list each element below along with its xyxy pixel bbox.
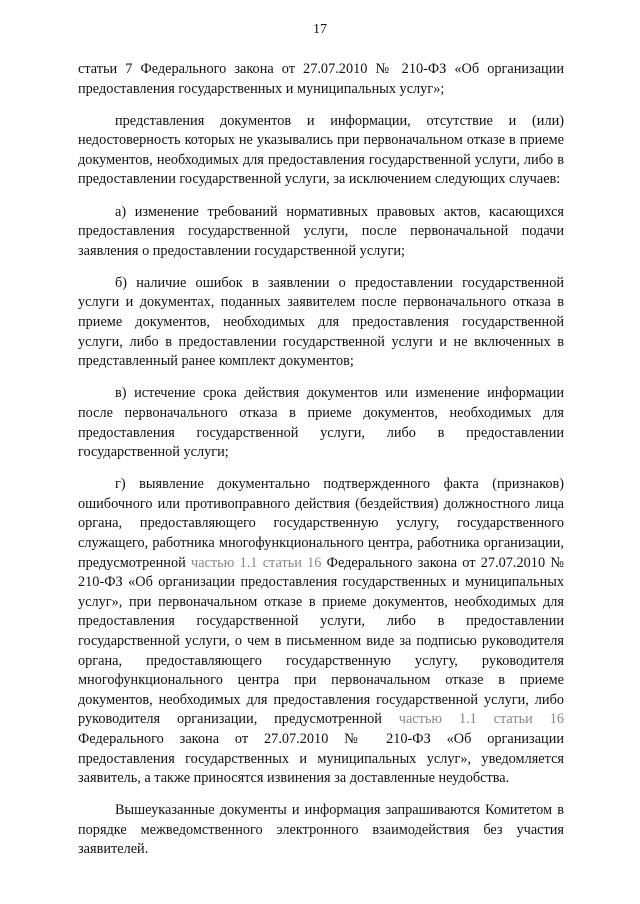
page-number: 17: [313, 22, 327, 37]
law-reference-link[interactable]: частью 1.1 статьи 16: [191, 554, 322, 571]
paragraph-item-a: а) изменение требований нормативных правовых актов, касающихся предоставления государственной услуги, после первоначальной подачи заявления о предоставлении государственной услуги;: [78, 203, 564, 259]
paragraph-item-g: [78, 475, 564, 789]
document-body: [78, 60, 564, 872]
paragraph-item-v: в) истечение срока действия документов или изменение информации после первоначального отказа в приеме документов, необходимых для предоставления государственной услуги, либо в предоставлении государственной услуги;: [78, 385, 564, 461]
paragraph-documents-info: представления документов и информации, отсутствие и (или) недостоверность которых не указывались при первоначальном отказе в приеме документов, необходимых для предоставления государственной услуги, либо в предоставлении государственной услуги, за исключением следующих случаев:: [78, 112, 564, 188]
paragraph-item-g-text-2: Федерального закона от 27.07.2010 № 210-ФЗ «Об организации предоставления государственных и муниципальных услуг», при первоначальном отказе в приеме документов, необходимых для предоставления государственной услуги, либо в предоставлении государственной услуги, о чем в письменном виде за подписью руководителя органа, предоставляющего государственную услугу, руководителя многофункционального центра при первоначальном отказе в приеме документов, необходимых для предоставления государственной услуги, либо руководителя организации, предусмотренной: [78, 554, 564, 728]
paragraph-interagency-request: Вышеуказанные документы и информация запрашиваются Комитетом в порядке межведомственного электронного взаимодействия без участия заявителей.: [78, 802, 564, 858]
paragraph-item-g-text-3: Федерального закона от 27.07.2010 № 210-ФЗ «Об организации предоставления государственных и муниципальных услуг», уведомляется заявитель, а также приносятся извинения за доставленные неудобства.: [78, 730, 564, 787]
paragraph-continuation: статьи 7 Федерального закона от 27.07.2010 № 210-ФЗ «Об организации предоставления государственных и муниципальных услуг»;: [78, 61, 564, 97]
law-reference-link[interactable]: частью 1.1 статьи 16: [398, 711, 564, 728]
paragraph-item-b: б) наличие ошибок в заявлении о предоставлении государственной услуги и документах, поданных заявителем после первоначального отказа в приеме документов, необходимых для предоставления государственной услуги, либо в предоставлении государственной услуги и не включенных в представленный ранее комплект документов;: [78, 274, 564, 370]
paragraph-item-g-text-1: г) выявление документально подтвержденного факта (признаков) ошибочного или противоправного действия (бездействия) должностного лица органа, предоставляющего государственную услугу, государственного служащего, работника многофункционального центра, работника организации, предусмотренной: [78, 476, 564, 571]
